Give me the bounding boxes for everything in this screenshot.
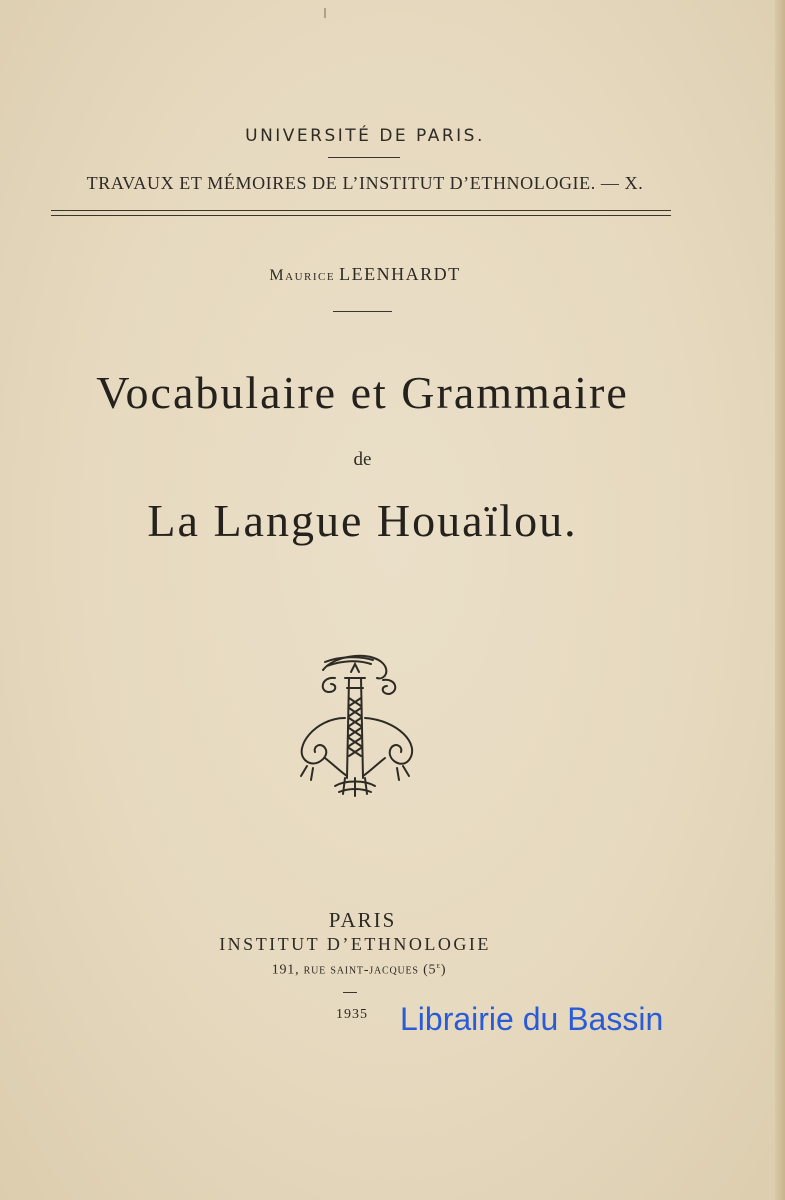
series-heading: TRAVAUX ET MÉMOIRES DE L’INSTITUT D’ETHNOLOGIE. — X. (86, 173, 644, 193)
author-last-name: LEENHARDT (339, 264, 461, 284)
imprint-publisher: INSTITUT D’ETHNOLOGIE (219, 934, 491, 954)
double-rule-bottom (51, 215, 671, 216)
author-first-name: Maurice (269, 267, 336, 284)
double-rule-top (51, 210, 671, 211)
page-edge (775, 0, 785, 1200)
title-line-1: Vocabulaire et Grammaire (96, 367, 629, 418)
header-divider (328, 157, 400, 158)
imprint-city: PARIS (328, 908, 397, 932)
year-divider (343, 992, 357, 993)
title-line-2: La Langue Houaïlou. (147, 495, 578, 546)
publisher-monogram-emblem-icon (285, 648, 425, 798)
imprint-year: 1935 (336, 1007, 368, 1022)
address-main: 191, rue saint-jacques (5 (271, 962, 437, 978)
bookseller-watermark: Librairie du Bassin (400, 1001, 664, 1037)
imprint-address (0, 960, 718, 979)
address-superscript: e (436, 960, 441, 970)
author-divider (333, 311, 392, 312)
address-end: ) (440, 962, 447, 978)
paper-fleck (324, 8, 326, 18)
title-connector: de (353, 449, 372, 470)
author-name (0, 264, 730, 285)
university-heading: UNIVERSITÉ DE PARIS. (245, 126, 485, 146)
